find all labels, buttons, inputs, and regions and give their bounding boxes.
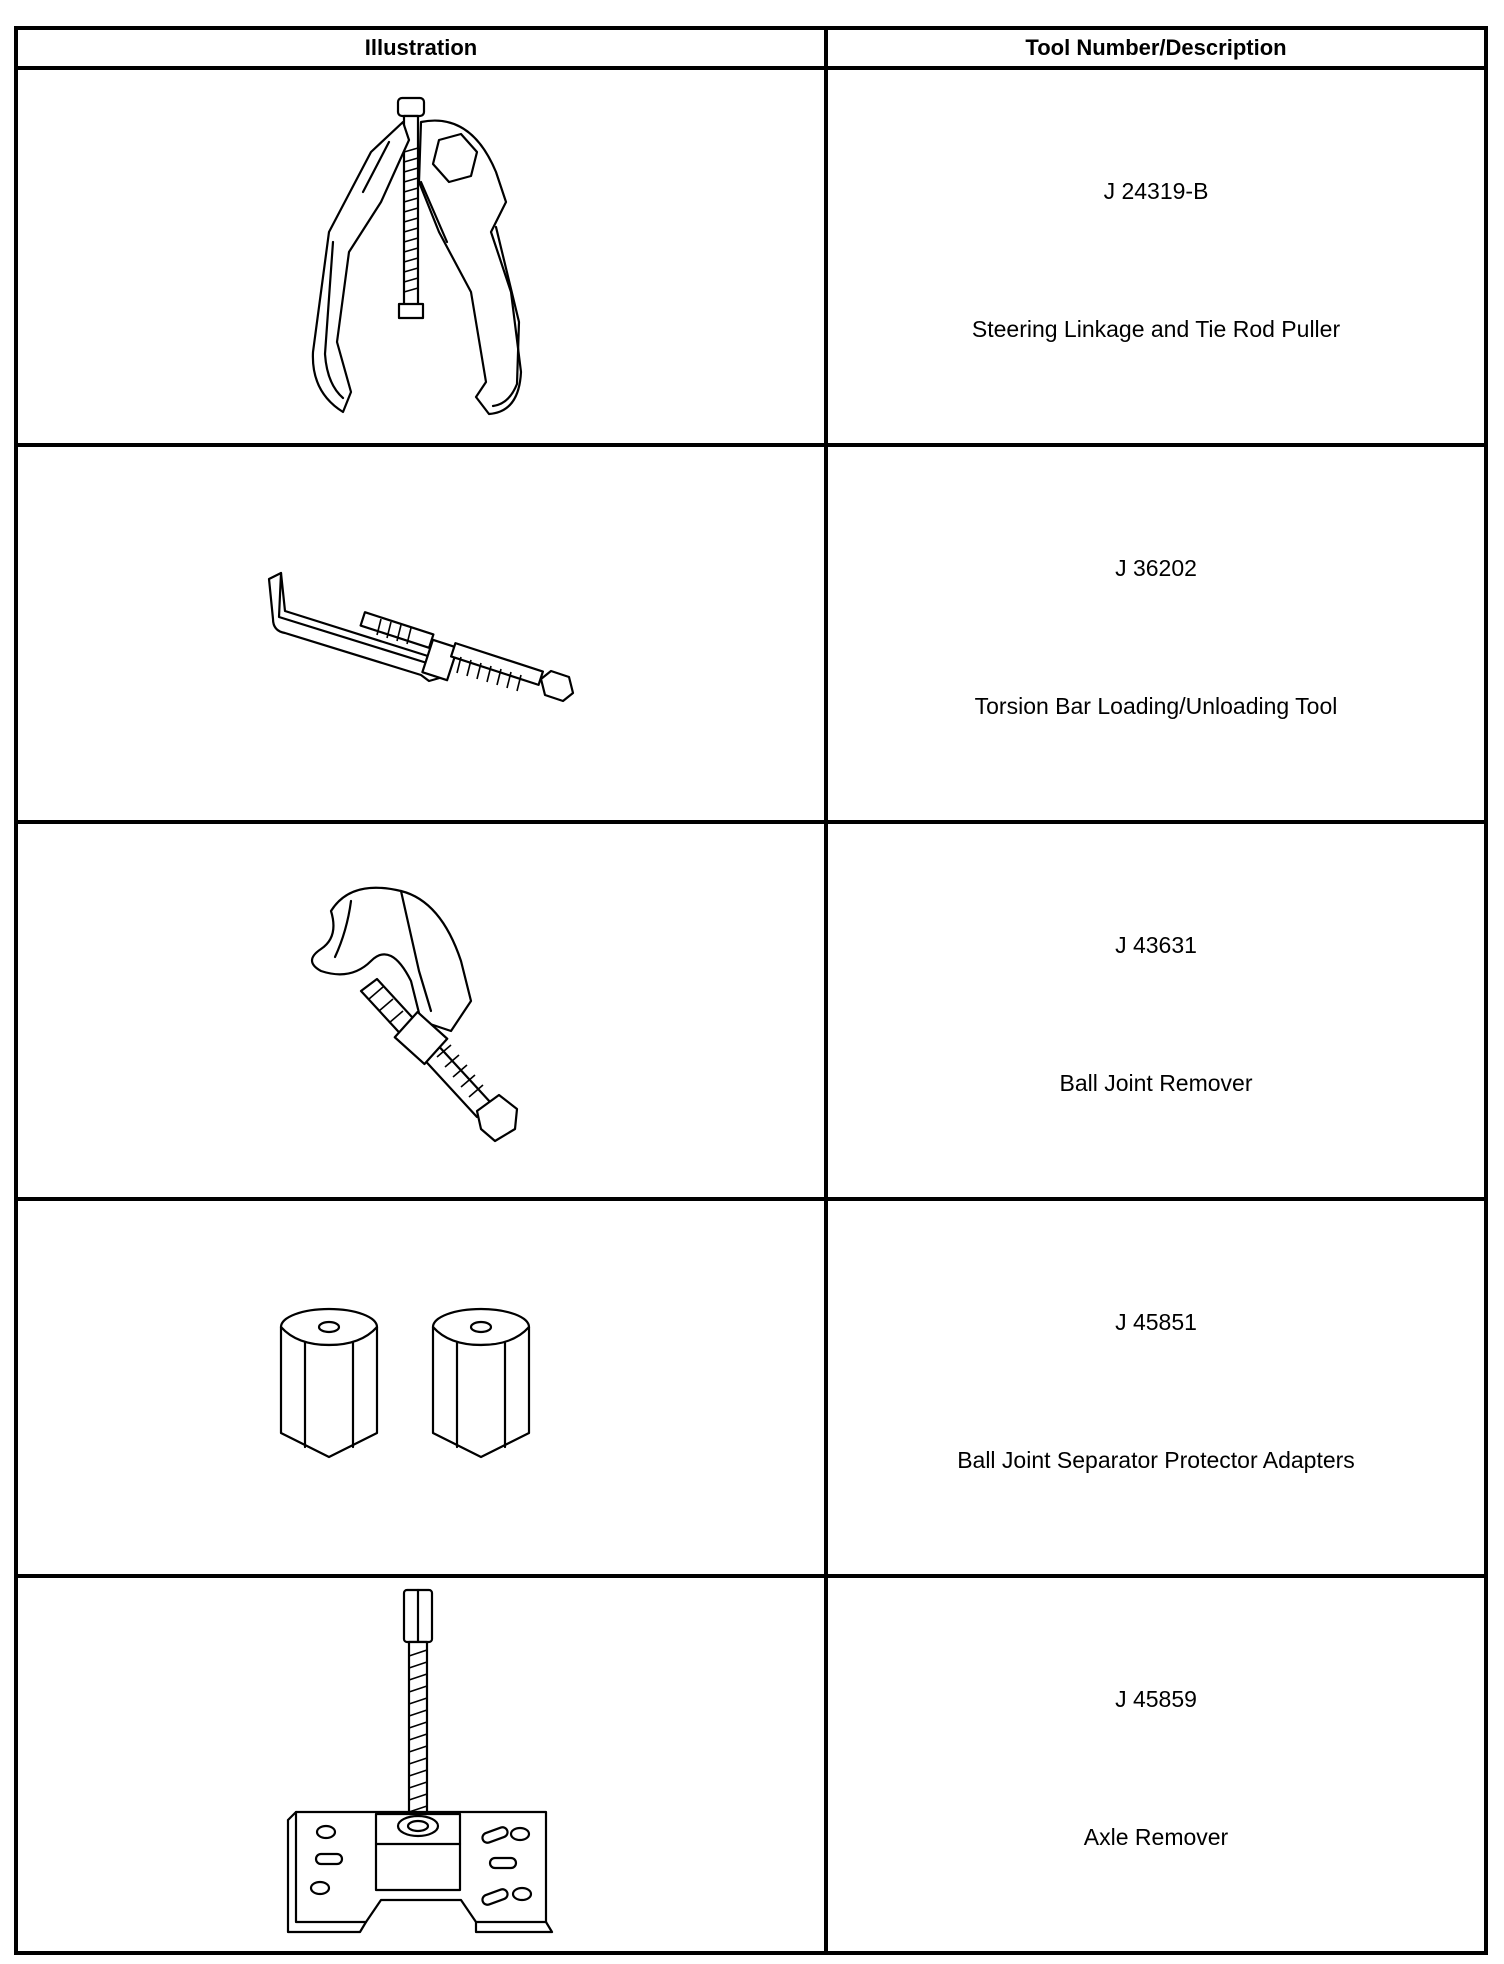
tool-table: [14, 26, 1488, 1955]
tool-number: J 45859: [1115, 1686, 1197, 1712]
illustration-cell: [16, 822, 826, 1199]
axle-remover-icon: [276, 1582, 566, 1947]
description-cell: [826, 822, 1486, 1199]
description-cell: [826, 68, 1486, 445]
tool-description: Axle Remover: [1083, 1824, 1229, 1850]
table-row: [16, 822, 1486, 1199]
tool-description: Ball Joint Remover: [1059, 1070, 1253, 1096]
header-tool-number-description: Tool Number/Description: [826, 28, 1486, 68]
ball-joint-remover-icon: [291, 871, 551, 1151]
illustration-cell: [16, 445, 826, 822]
header-illustration: Illustration: [16, 28, 826, 68]
tool-number: J 24319-B: [1103, 178, 1209, 204]
description-cell: [826, 1576, 1486, 1953]
tool-description: Steering Linkage and Tie Rod Puller: [971, 316, 1341, 342]
tool-description: Ball Joint Separator Protector Adapters: [957, 1447, 1355, 1473]
illustration-cell: [16, 68, 826, 445]
description-cell: [826, 1199, 1486, 1576]
torsion-bar-tool-icon: [251, 559, 591, 709]
illustration-cell: [16, 1576, 826, 1953]
table-row: [16, 68, 1486, 445]
protector-adapters-icon: [271, 1303, 571, 1473]
tool-description: Torsion Bar Loading/Unloading Tool: [974, 693, 1338, 719]
tie-rod-puller-icon: [271, 92, 571, 422]
tool-number: J 43631: [1115, 932, 1197, 958]
table-row: [16, 1576, 1486, 1953]
tool-number: J 36202: [1115, 555, 1197, 581]
tool-number: J 45851: [1115, 1309, 1197, 1335]
table-row: [16, 1199, 1486, 1576]
table-header-row: [16, 28, 1486, 68]
illustration-cell: [16, 1199, 826, 1576]
table-row: [16, 445, 1486, 822]
description-cell: [826, 445, 1486, 822]
